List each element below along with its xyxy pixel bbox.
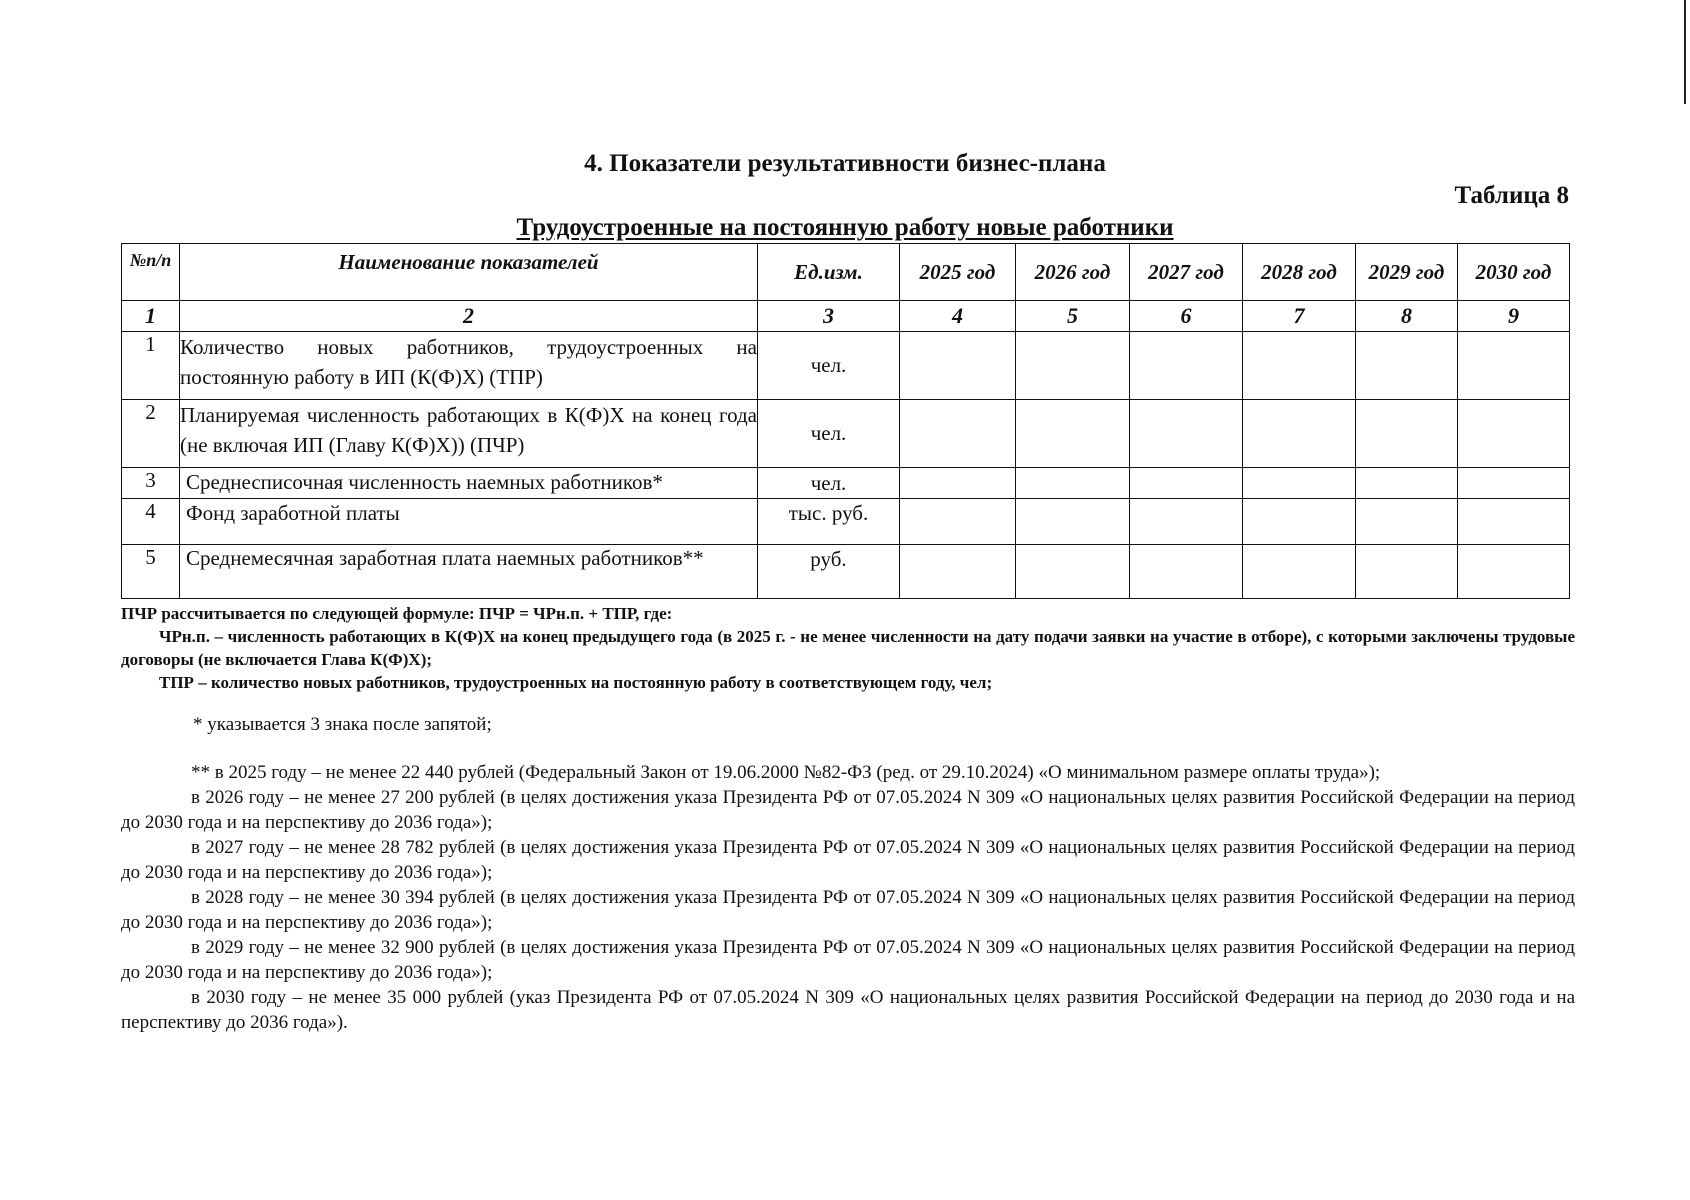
value-cell (1130, 332, 1243, 400)
value-cell (1356, 499, 1458, 545)
table-row (122, 332, 1570, 400)
value-cell (900, 400, 1016, 468)
indicator-name: Фонд заработной платы (180, 499, 758, 545)
header-cell: Наименование показателей (180, 244, 758, 301)
value-cell (1016, 400, 1130, 468)
table-header-row (122, 244, 1570, 301)
value-cell (1243, 468, 1356, 499)
value-cell (1356, 332, 1458, 400)
indicator-name: Среднемесячная заработная плата наемных работников** (180, 545, 758, 599)
value-cell (1243, 499, 1356, 545)
row-number: 4 (122, 499, 180, 545)
salary-note-2029: в 2029 году – не менее 32 900 рублей (в целях достижения указа Президента РФ от 07.05.2024 N 309 «О национальных целях развития Российской Федерации на период до 2030 года и на перспективу до 2036 года»); (121, 937, 1575, 983)
header-cell: 2028 год (1243, 244, 1356, 301)
header-cell: Ед.изм. (758, 244, 900, 301)
value-cell (1016, 332, 1130, 400)
scan-edge-mark (1684, 0, 1686, 104)
unit-cell: чел. (758, 468, 900, 499)
section-heading: 4. Показатели результативности бизнес-плана (584, 150, 1106, 177)
salary-note-2025: ** в 2025 году – не менее 22 440 рублей (Федеральный Закон от 19.06.2000 №82-ФЗ (ред. от 29.10.2024) «О минимальном размере оплаты труда»); (191, 762, 1381, 783)
table-title: Трудоустроенные на постоянную работу новые работники (516, 214, 1174, 241)
header-cell: 2029 год (1356, 244, 1458, 301)
value-cell (1130, 499, 1243, 545)
value-cell (1458, 332, 1570, 400)
formula-notes (121, 602, 1575, 694)
unit-cell: руб. (758, 545, 900, 599)
salary-note-2030: в 2030 году – не менее 35 000 рублей (указ Президента РФ от 07.05.2024 N 309 «О национальных целях развития Российской Федерации на период до 2030 года и на перспективу до 2036 года»). (121, 987, 1575, 1033)
header-cell: 2025 год (900, 244, 1016, 301)
salary-note-2027: в 2027 году – не менее 28 782 рублей (в целях достижения указа Президента РФ от 07.05.2024 N 309 «О национальных целях развития Российской Федерации на период до 2030 года и на перспективу до 2036 года»); (121, 837, 1575, 883)
value-cell (1130, 545, 1243, 599)
value-cell (900, 499, 1016, 545)
indicator-name: Среднесписочная численность наемных работников* (180, 468, 758, 499)
value-cell (1356, 400, 1458, 468)
value-cell (1130, 400, 1243, 468)
column-number: 8 (1356, 301, 1458, 332)
indicator-name: Количество новых работников, трудоустроенных на постоянную работу в ИП (К(Ф)Х) (ТПР) (180, 332, 758, 400)
value-cell (1016, 545, 1130, 599)
unit-cell: чел. (758, 332, 900, 400)
column-number: 9 (1458, 301, 1570, 332)
column-number: 7 (1243, 301, 1356, 332)
column-number: 4 (900, 301, 1016, 332)
tpr-definition: ТПР – количество новых работников, трудоустроенных на постоянную работу в соответствующем году, чел; (159, 673, 993, 692)
row-number: 3 (122, 468, 180, 499)
column-number: 6 (1130, 301, 1243, 332)
salary-note-2028: в 2028 году – не менее 30 394 рублей (в целях достижения указа Президента РФ от 07.05.2024 N 309 «О национальных целях развития Российской Федерации на период до 2030 года и на перспективу до 2036 года»); (121, 887, 1575, 933)
column-number: 3 (758, 301, 900, 332)
indicator-name: Планируемая численность работающих в К(Ф)Х на конец года (не включая ИП (Главу К(Ф)Х)) (ПЧР) (180, 400, 758, 468)
value-cell (1458, 545, 1570, 599)
value-cell (1458, 468, 1570, 499)
column-number: 5 (1016, 301, 1130, 332)
value-cell (1458, 400, 1570, 468)
value-cell (1016, 499, 1130, 545)
value-cell (1356, 545, 1458, 599)
unit-cell: тыс. руб. (758, 499, 900, 545)
header-cell: 2027 год (1130, 244, 1243, 301)
header-cell: №п/п (122, 244, 180, 301)
header-cell: 2026 год (1016, 244, 1130, 301)
unit-cell: чел. (758, 400, 900, 468)
value-cell (1016, 468, 1130, 499)
salary-footnotes (121, 760, 1575, 1035)
column-number-row (122, 301, 1570, 332)
value-cell (900, 468, 1016, 499)
value-cell (1243, 332, 1356, 400)
table-number: Таблица 8 (1454, 182, 1569, 209)
chrnp-definition: ЧРн.п. – численность работающих в К(Ф)Х на конец предыдущего года (в 2025 г. - не менее численности на дату подачи заявки на участие в отборе), с которыми заключены трудовые договоры (не включается Глава К(Ф)Х); (121, 627, 1575, 669)
formula-line: ПЧР рассчитывается по следующей формуле: ПЧР = ЧРн.п. + ТПР, где: (121, 604, 673, 623)
table-row (122, 545, 1570, 599)
value-cell (900, 332, 1016, 400)
value-cell (1243, 545, 1356, 599)
column-number: 2 (180, 301, 758, 332)
value-cell (1356, 468, 1458, 499)
value-cell (900, 545, 1016, 599)
value-cell (1130, 468, 1243, 499)
salary-note-2026: в 2026 году – не менее 27 200 рублей (в целях достижения указа Президента РФ от 07.05.2024 N 309 «О национальных целях развития Российской Федерации на период до 2030 года и на перспективу до 2036 года»); (121, 787, 1575, 833)
table-row (122, 468, 1570, 499)
value-cell (1243, 400, 1356, 468)
row-number: 5 (122, 545, 180, 599)
table-row (122, 499, 1570, 545)
row-number: 1 (122, 332, 180, 400)
header-cell: 2030 год (1458, 244, 1570, 301)
footnote-star: * указывается 3 знака после запятой; (193, 714, 492, 735)
value-cell (1458, 499, 1570, 545)
row-number: 2 (122, 400, 180, 468)
indicators-table (121, 243, 1570, 599)
table-row (122, 400, 1570, 468)
column-number: 1 (122, 301, 180, 332)
